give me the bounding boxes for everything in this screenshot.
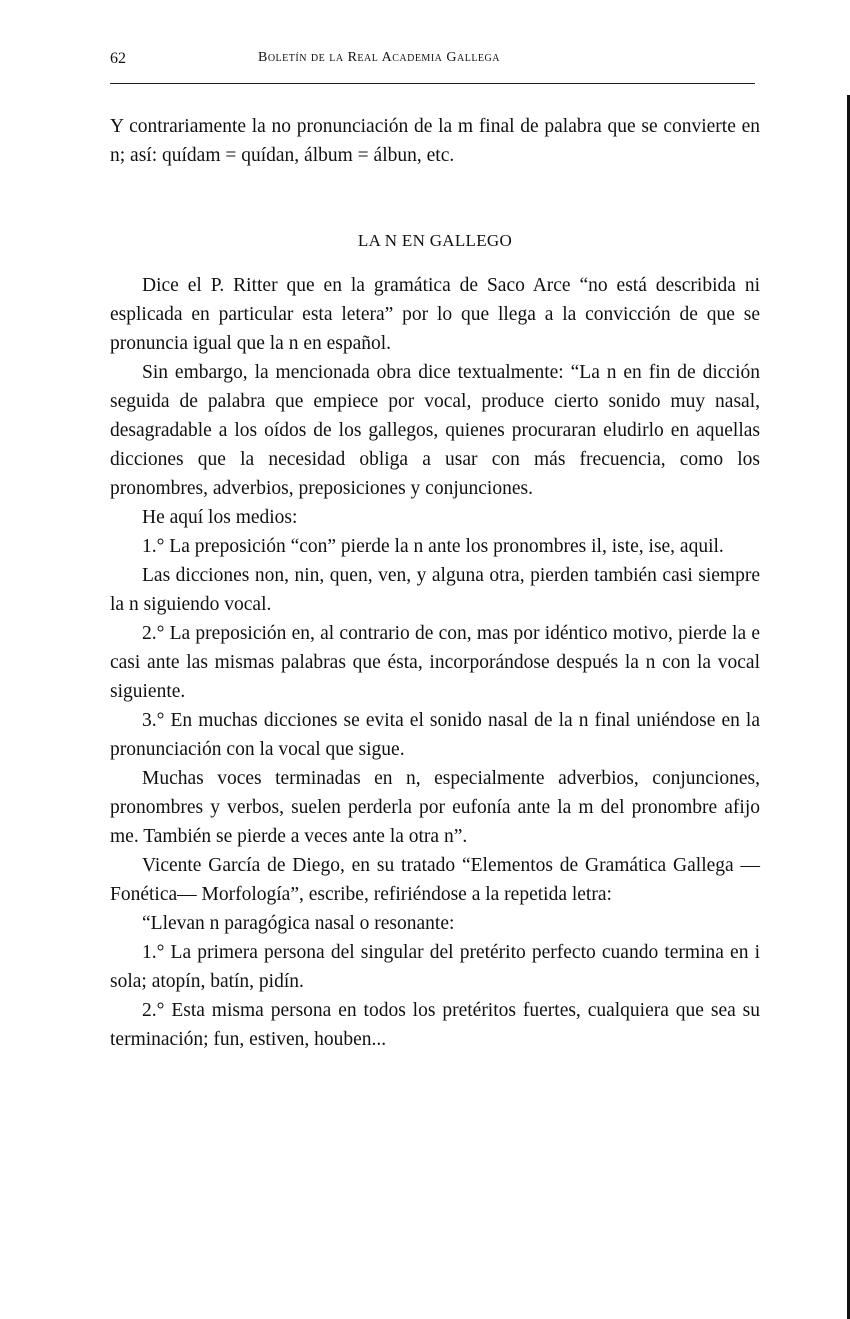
list-item: 1.° La primera persona del singular del pretérito perfecto cuando termina en i sola; atopín, batín, pidín. xyxy=(110,942,760,992)
header-rule xyxy=(110,83,755,84)
paragraph: Vicente García de Diego, en su tratado “Elementos de Gramática Gallega —Fonética— Morfología”, escribe, refiriéndose a la repetida letra: xyxy=(110,855,760,905)
paragraph: Las dicciones non, nin, quen, ven, y alguna otra, pierden también casi siempre la n siguiendo vocal. xyxy=(110,565,760,615)
page-number: 62 xyxy=(110,50,126,67)
intro-paragraph: Y contrariamente la no pronunciación de la m final de palabra que se convierte en n; así: quídam = quídan, álbum = álbun, etc. xyxy=(110,116,760,166)
page-header xyxy=(110,50,755,74)
paragraph: Sin embargo, la mencionada obra dice textualmente: “La n en fin de dicción seguida de palabra que empiece por vocal, produce cierto sonido muy nasal, desagradable a los oídos de los gallegos, quienes procuraran eludirlo en aquellas dicciones que la necesidad obliga a usar con más frecuencia, como los pronombres, adverbios, preposiciones y conjunciones. xyxy=(110,362,760,499)
list-item: 2.° Esta misma persona en todos los pretéritos fuertes, cualquiera que sea su terminación; fun, estiven, houben... xyxy=(110,1000,760,1050)
list-item: 3.° En muchas dicciones se evita el sonido nasal de la n final uniéndose en la pronunciación con la vocal que sigue. xyxy=(110,710,760,760)
body-text xyxy=(110,112,760,1054)
paragraph: Dice el P. Ritter que en la gramática de Saco Arce “no está describida ni esplicada en particular esta letera” por lo que llega a la convicción de que se pronuncia igual que la n en español. xyxy=(110,275,760,354)
paragraph: He aquí los medios: xyxy=(142,507,298,528)
section-heading: LA N EN GALLEGO xyxy=(357,231,513,250)
list-item: 1.° La preposición “con” pierde la n ante los pronombres il, iste, ise, aquil. xyxy=(142,536,724,557)
paragraph: Muchas voces terminadas en n, especialmente adverbios, conjunciones, pronombres y verbos, suelen perderla por eufonía ante la m del pronombre afijo me. También se pierde a veces ante la otra n”. xyxy=(110,768,760,847)
running-title: Boletín de la Real Academia Gallega xyxy=(258,50,500,65)
list-item: 2.° La preposición en, al contrario de con, mas por idéntico motivo, pierde la e casi ante las mismas palabras que ésta, incorporándose después la n con la vocal siguiente. xyxy=(110,623,760,702)
quote-intro: “Llevan n paragógica nasal o resonante: xyxy=(142,913,455,934)
